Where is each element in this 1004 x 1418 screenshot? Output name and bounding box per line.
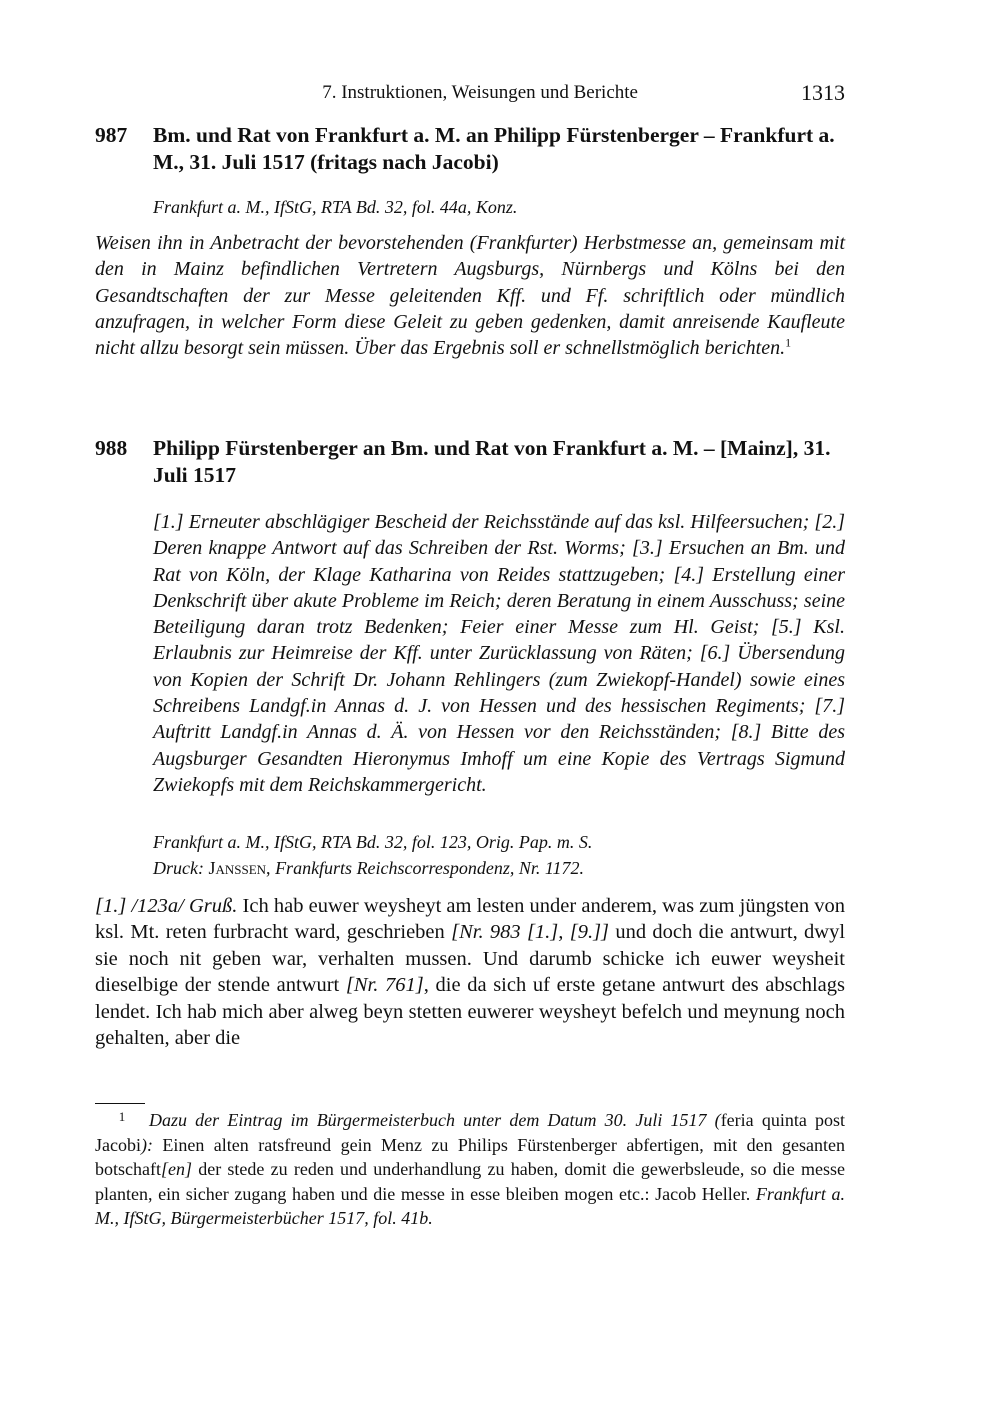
footnote-part-3: ): bbox=[140, 1134, 163, 1155]
entry-988-body bbox=[95, 893, 845, 1051]
entry-988-number: 988 bbox=[95, 436, 128, 460]
print-author: Janssen, bbox=[208, 858, 271, 878]
footnote-mark: 1 bbox=[118, 1109, 126, 1124]
print-title: Frankfurts Reichscorrespondenz, Nr. 1172. bbox=[275, 858, 585, 878]
footnote-part-7: Frankfurt a. M., IfStG, Bürgermeisterbücher 1517, fol. 41b. bbox=[95, 1183, 845, 1228]
footnote-part-1: Dazu der Eintrag im Bürgermeisterbuch unter dem Datum 30. Juli 1517 ( bbox=[149, 1110, 721, 1130]
entry-988-regest: [1.] Erneuter abschlägiger Bescheid der Reichsstände auf das ksl. Hilfeersuchen; [2.] Deren knappe Antwort auf das Schreiben der Rst. Worms; [3.] Ersuchen an Bm. und Rat von Köln, der Klage Katharina von Reides stattzugeben; [4.] Erstellung einer Denkschrift über akute Probleme im Reich; deren Beratung in einem Ausschuss; seine Beteiligung daran trotz Bedenken; Feier einer Messe zum Hl. Geist; [5.] Ksl. Erlaubnis zur Heimreise der Kff. unter Zurücklassung von Räten; [6.] Übersendung von Kopien der Schrift Dr. Johann Rehlingers (zum Zwiekopf-Handel) sowie eines Schreibens Landgf.in Annas d. J. von Hessen und des hessischen Regiments; [7.] Auftritt Landgf.in Annas d. Ä. von Hessen vor den Reichsständen; [8.] Bitte des Augsburger Gesandten Hieronymus Imhoff um eine Kopie des Vertrags Sigmund Zwiekopfs mit dem Reichskammergericht. bbox=[153, 511, 845, 796]
footnote-part-2: feria quinta post Jacobi bbox=[95, 1110, 845, 1155]
footnote-rule bbox=[95, 1103, 145, 1104]
print-label: Druck: bbox=[153, 858, 204, 878]
running-title: 7. Instruktionen, Weisungen und Berichte bbox=[322, 82, 638, 103]
body-text-1: Ich hab euwer weysheyt am lesten under anderem, was zum jüngsten von ksl. Mt. reten furbracht ward, geschrieben bbox=[95, 895, 845, 944]
entry-988-heading bbox=[95, 435, 845, 491]
page-number: 1313 bbox=[801, 80, 845, 105]
entry-988-title: Philipp Fürstenberger an Bm. und Rat von Frankfurt a. M. – [Mainz], 31. Juli 1517 bbox=[153, 436, 831, 487]
footnote-ref-1: 1 bbox=[785, 335, 792, 350]
footnote-1 bbox=[95, 1105, 845, 1231]
footnote-part-5: [en] bbox=[160, 1159, 192, 1179]
entry-988-source: Frankfurt a. M., IfStG, RTA Bd. 32, fol. 123, Orig. Pap. m. S. bbox=[153, 832, 593, 852]
running-head bbox=[95, 80, 845, 108]
entry-987-heading bbox=[95, 122, 845, 178]
body-ref-1: [Nr. 983 [1.], [9.]] bbox=[451, 921, 610, 944]
entry-987-number: 987 bbox=[95, 123, 128, 147]
entry-987-title: Bm. und Rat von Frankfurt a. M. an Philipp Fürstenberger – Frankfurt a. M., 31. Juli 1517 (fritags nach Jacobi) bbox=[153, 123, 835, 174]
entry-987-regest-text: Weisen ihn in Anbetracht der bevorstehenden (Frankfurter) Herbstmesse an, gemeinsam mit den in Mainz befindlichen Vertretern Augsburgs, Nürnbergs und Kölns bei den Gesandtschaften der zur Messe geleitenden Kff. und Ff. schriftlich oder mündlich anzufragen, in welcher Form diese Geleit zu geben gedenken, damit anreisende Kaufleute nicht allzu besorgt sein müssen. Über das Ergebnis soll er schnellstmöglich berichten. bbox=[95, 232, 845, 360]
footnote-part-4: Einen alten ratsfreund gein Menz zu Philips Fürstenberger abfertigen, mit den gesanten botschaft bbox=[95, 1134, 845, 1179]
body-text-2: und doch die antwurt, dwyl sie noch nit geben war, verhalten mussen. Und darumb schicke ich euwer weysheit dieselbige der stende antwurt bbox=[95, 921, 846, 997]
body-lead: [1.] /123a/ Gruß. bbox=[95, 895, 238, 917]
body-text-3: , die da sich uf erste getane antwurt des abschlags lendet. Ich hab mich aber alweg beyn stetten euwerer weysheyt befelch und meynung noch gehalten, aber die bbox=[95, 974, 846, 1050]
body-ref-2: [Nr. 761] bbox=[345, 974, 424, 997]
entry-987-source: Frankfurt a. M., IfStG, RTA Bd. 32, fol. 44a, Konz. bbox=[153, 197, 518, 217]
entry-988-print bbox=[153, 855, 584, 881]
entry-987-regest bbox=[95, 230, 845, 361]
footnote-part-6: der stede zu reden und underhandlung zu haben, domit die gewerbsleude, so die messe planten, ein sicher zugang haben und die messe in esse bleiben mogen etc.: Jacob Heller. bbox=[95, 1159, 845, 1204]
